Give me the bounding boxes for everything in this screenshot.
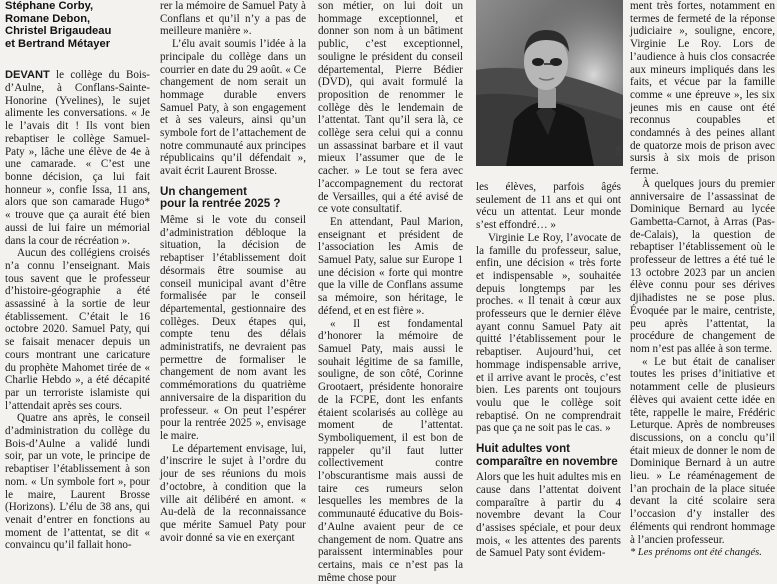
article-paragraph: Le département envisage, lui, d’inscrire le sujet à l’ordre du jour de ses réunions du mois d’octobre, à condition que la ville ait délibéré en amont. « Au-delà de la reconnaissance que mérite Samuel Paty pour avoir donné sa vie en exerçant [160,442,306,544]
column-5 [630,0,775,560]
article-paragraph: L’élu avait soumis l’idée à la principale du collège dans un courrier en date du 29 août. « Ce changement de nom serait un hommage durable envers Samuel Paty, à son engagement et à ses valeurs, ainsi qu’un symbole fort de l’attachement de notre communauté aux principes républicains qu’il défendait », avait écrit Laurent Brosse. [160,38,307,178]
column-1 [5,0,150,552]
lead-word: DEVANT [5,69,50,82]
article-paragraph: ment très fortes, notamment en termes de fermeté de la réponse judiciaire », souligne, encore, Virginie Le Roy. Lors de l’audience à huis clos consacrée aux mineurs impliqués dans les faits, et vécue par la famille comme « une épreuve », les six jeunes mis en cause ont été reconnus coupables et condamnés à des peines allant de quatorze mois de prison avec sursis à six mois de prison ferme. [630,0,775,178]
article-paragraph: Quatre ans après, le conseil d’administration du collège du Bois-d’Aulne a validé lundi soir, par un vote, le principe de rebaptiser l’établissement à son nom. « Un symbole fort », pour le maire, Laurent Brosse (Horizons). L’élu de 38 ans, qui venait d’entrer en fonctions au moment de l’attentat, se dit « convaincu qu’il fallait hono- [5,412,150,552]
article-paragraph: Même si le vote du conseil d’administration débloque la situation, la décision de rebaptiser l’établissement doit désormais être soumise au conseil municipal avant d’être formalisée par le conseil départemental, gestionnaire des collèges. Deux étapes qui, compte tenu des délais administratifs, ne devraient pas permettre de formaliser le changement de nom avant les commémorations du quatrième anniversaire de la disparition du professeur. « On peut l’espérer pour la rentrée 2025 », envisage le maire. [160,214,306,442]
article-paragraph: les élèves, parfois âgés seulement de 11 ans et qui ont vécu un attentat. Leur monde s’est effondré… » [476,181,621,232]
byline [5,0,150,50]
byline-line: Christel Brigaudeau [5,25,112,38]
subheading-line: pour la rentrée 2025 ? [160,197,281,211]
article-paragraph: Alors que les huit adultes mis en cause dans l’attentat doivent comparaître à partir du 4 novembre devant la Cour d’assises spéciale, et pour deux mois, « les attentes des parents de Samuel Paty sont évidem- [476,471,621,560]
portrait-image [476,0,623,166]
byline-line: Romane Debon, [5,12,91,25]
subheading-line: Un changement [160,184,247,198]
article-paragraph [5,69,150,247]
photo-credit: DR [617,146,623,155]
subheading-line: comparaître en novembre [476,454,618,468]
article-paragraph: « Il est fondamental d’honorer la mémoire de Samuel Paty, mais aussi le souhait légitime de sa famille, souligne, de son côté, Corinne Grootaert, présidente honoraire de la FCPE, dont les enfants étaient scolarisés au collège au moment de l’attentat. Symboliquement, il est bon de rappeler qu’il faut lutter collectivement contre l’obscurantisme mais aussi de taire ces rumeurs selon lesquelles les membres de la communauté éducative du Bois-d’Aulne avaient peur de ce changement de nom. Quatre ans paraissent interminables pour certains, mais ce n’est pas la même chose pour [318,317,463,584]
article-paragraph: rer la mémoire de Samuel Paty à Conflans et qu’il n’y a pas de meilleure manière ». [160,0,306,38]
footnote: * Les prénoms ont été changés. [630,547,762,559]
subheading [160,186,306,211]
byline-line: et Bertrand Métayer [5,37,111,50]
article-paragraph: À quelques jours du premier anniversaire de l’assassinat de Dominique Bernard au lycée Gambetta-Carnot, à Arras (Pas-de-Calais), la question de rebaptiser l’établissement où le professeur de lettres a été tué le 13 octobre 2023 par un ancien élève connu pour ses dérives djihadistes ne se pose plus. Évoquée par le maire, centriste, peu après l’attentat, la procédure de changement de nom n’est pas allée à son terme. [630,177,775,355]
article-paragraph: En attendant, Paul Marion, enseignant et président de l’association les Amis de Samuel Paty, salue sur Europe 1 une décision « forte qui montre que la ville de Conflans assume sa mémoire, son héritage, le défend, et en est fière ». [318,215,463,317]
column-2 [160,0,306,544]
portrait-photo [476,0,623,166]
column-4 [476,181,621,560]
byline-line: Stéphane Corby, [5,0,94,12]
subheading [476,443,621,468]
article-paragraph: « Le but était de canaliser toutes les prises d’initiative et notamment celle de plusieurs élèves qui avaient cette idée en tête, rappelle le maire, Frédéric Leturque. Après de nombreuses discussions, on a conclu qu’il était mieux de donner le nom de Dominique Bernard à un autre lieu. » Le réaménagement de l’an prochain de la place située devant la cité scolaire sera l’occasion d’y installer des éléments qui rendront hommage à l’ancien professeur. [630,355,775,546]
column-3 [318,0,463,584]
article-paragraph: son métier, on lui doit un hommage exceptionnel, et donner son nom à un bâtiment public, c’est exceptionnel, souligne le président du conseil départemental, Pierre Bédier (DVD), qui avait formulé la proposition de renommer le collège dès le lendemain de l’attentat. Tant qu’il sera là, ce collège sera celui qui a connu un assassinat barbare et il vaut mieux l’assumer que de le cacher. » Le tout se fera avec l’accompagnement du rectorat de Versailles, qui a été avisé de ce vote consultatif. [318,0,463,216]
article-paragraph: Virginie Le Roy, l’avocate de la famille du professeur, salue, enfin, une décision « très forte et indispensable », souhaitée depuis longtemps par les proches. « Il tenait à cœur aux professeurs que le dernier élève ayant connu Samuel Paty ait quitté l’établissement pour le rebaptiser. Aujourd’hui, cet hommage indispensable arrive, et il arrive avant le procès, c’est bien. Les parents ont toujours voulu que le collège soit rebaptisé. On ne comprendrait pas que ça ne soit pas le cas. » [476,231,621,435]
paragraph-text: le collège du Bois-d’Aulne, à Conflans-Sainte-Honorine (Yvelines), le sujet alimente les conversations. « Je le l’avais dit ! Ils vont bien rebaptiser le collège Samuel-Paty », lâche une élève de 4e à une camarade. « C’est une bonne décision, ça lui fait honneur », confie Issa, 11 ans, alors que son camarade Hugo* « trouve que ça aurait été bien aussi de lui faire un mémorial dans la cour de récréation ». [5,69,150,247]
subheading-line: Huit adultes vont [476,442,571,456]
article-paragraph: Aucun des collégiens croisés n’a connu l’enseignant. Mais tous savent que le professeur d’histoire-géographie a été assassiné à la sortie de leur établissement. C’était le 16 octobre 2020. Samuel Paty, qui se faisait menacer depuis un cours montrant une caricature du prophète Mahomet tirée de « Charlie Hebdo », a été décapité par un terroriste islamiste qui l’attendait après ses cours. [5,247,150,412]
